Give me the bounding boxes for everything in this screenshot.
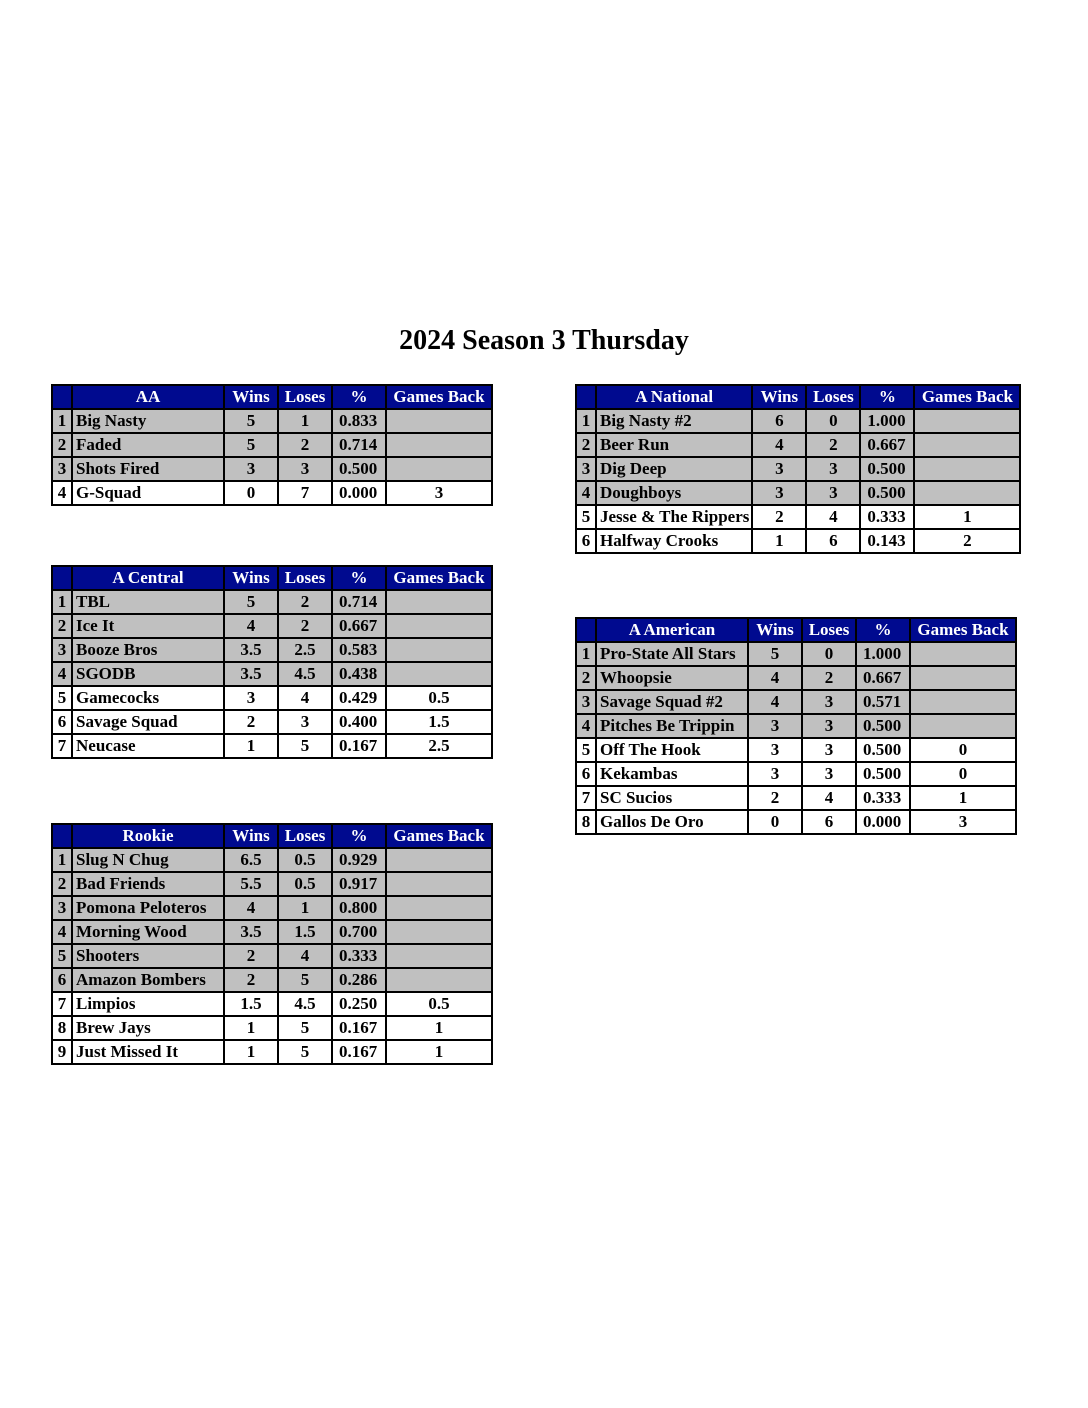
games-back-cell [386,920,492,944]
loses-cell: 5 [278,734,332,758]
wins-cell: 2 [748,786,802,810]
rank-cell: 6 [576,762,596,786]
rank-cell: 1 [52,848,72,872]
games-back-cell: 3 [386,481,492,505]
division-table-aa [51,384,493,506]
pct-cell: 0.571 [856,690,910,714]
table-row [576,529,1020,553]
games-back-cell [386,944,492,968]
division-name: A Central [72,566,224,590]
games-back-cell [386,662,492,686]
games-back-cell [386,433,492,457]
loses-cell: 3 [802,762,856,786]
pct-header: % [332,385,386,409]
header-row [52,385,492,409]
table-row [576,762,1016,786]
pct-cell: 1.000 [856,642,910,666]
page-title: 2024 Season 3 Thursday [399,325,689,356]
wins-cell: 4 [224,614,278,638]
wins-cell: 5 [224,433,278,457]
team-name: Gallos De Oro [596,810,748,834]
wins-cell: 3.5 [224,638,278,662]
table-row [52,920,492,944]
loses-header: Loses [802,618,856,642]
pct-cell: 0.250 [332,992,386,1016]
loses-cell: 6 [806,529,860,553]
pct-cell: 0.143 [860,529,914,553]
table-row [576,481,1020,505]
loses-cell: 3 [802,690,856,714]
rank-cell: 3 [576,457,596,481]
games-back-header: Games Back [386,824,492,848]
pct-cell: 0.500 [856,714,910,738]
table-row [52,457,492,481]
header-corner [576,385,596,409]
loses-cell: 2.5 [278,638,332,662]
loses-cell: 2 [806,433,860,457]
wins-header: Wins [224,385,278,409]
rank-cell: 3 [52,457,72,481]
table-row [52,614,492,638]
table-row [52,710,492,734]
table-row [576,714,1016,738]
team-name: Halfway Crooks [596,529,752,553]
table-row [576,409,1020,433]
pct-cell: 0.667 [860,433,914,457]
games-back-cell: 2.5 [386,734,492,758]
pct-cell: 0.714 [332,590,386,614]
rank-cell: 8 [52,1016,72,1040]
team-name: Whoopsie [596,666,748,690]
loses-cell: 0.5 [278,848,332,872]
wins-cell: 6.5 [224,848,278,872]
team-name: Limpios [72,992,224,1016]
table-row [52,686,492,710]
games-back-cell: 0 [910,738,1016,762]
table-row [52,896,492,920]
rank-cell: 6 [576,529,596,553]
games-back-cell [386,614,492,638]
table-row [52,944,492,968]
games-back-header: Games Back [386,385,492,409]
pct-cell: 0.333 [856,786,910,810]
pct-cell: 0.438 [332,662,386,686]
team-name: TBL [72,590,224,614]
pct-cell: 1.000 [860,409,914,433]
header-row [576,385,1020,409]
team-name: Slug N Chug [72,848,224,872]
rank-cell: 1 [52,409,72,433]
loses-header: Loses [278,385,332,409]
pct-cell: 0.400 [332,710,386,734]
pct-cell: 0.500 [856,738,910,762]
loses-cell: 2 [278,614,332,638]
team-name: G-Squad [72,481,224,505]
wins-cell: 4 [224,896,278,920]
wins-cell: 3 [224,457,278,481]
rank-cell: 6 [52,710,72,734]
pct-header: % [332,824,386,848]
table-row [52,590,492,614]
loses-cell: 0 [802,642,856,666]
games-back-cell [914,481,1020,505]
table-row [52,734,492,758]
wins-cell: 5 [748,642,802,666]
loses-cell: 5 [278,968,332,992]
rank-cell: 8 [576,810,596,834]
loses-cell: 4 [278,944,332,968]
team-name: Jesse & The Rippers [596,505,752,529]
wins-cell: 2 [224,944,278,968]
wins-cell: 3 [748,714,802,738]
team-name: Kekambas [596,762,748,786]
games-back-cell [386,590,492,614]
team-name: SGODB [72,662,224,686]
rank-cell: 7 [576,786,596,810]
header-row [52,566,492,590]
games-back-cell [910,642,1016,666]
games-back-cell [386,872,492,896]
loses-cell: 1.5 [278,920,332,944]
table-row [52,1016,492,1040]
wins-cell: 3.5 [224,920,278,944]
pct-cell: 0.000 [332,481,386,505]
table-row [52,662,492,686]
table-row [576,666,1016,690]
pct-header: % [860,385,914,409]
games-back-cell: 1 [386,1016,492,1040]
games-back-cell [386,896,492,920]
wins-cell: 2 [224,710,278,734]
team-name: Beer Run [596,433,752,457]
pct-cell: 0.667 [332,614,386,638]
wins-header: Wins [224,566,278,590]
rank-cell: 3 [52,638,72,662]
rank-cell: 5 [52,944,72,968]
wins-cell: 2 [752,505,806,529]
pct-cell: 0.500 [332,457,386,481]
loses-cell: 2 [802,666,856,690]
wins-cell: 4 [748,690,802,714]
games-back-cell: 1 [386,1040,492,1064]
loses-cell: 2 [278,433,332,457]
pct-header: % [332,566,386,590]
pct-cell: 0.700 [332,920,386,944]
team-name: Savage Squad [72,710,224,734]
pct-cell: 0.833 [332,409,386,433]
table-row [576,642,1016,666]
loses-cell: 3 [806,481,860,505]
games-back-cell [914,457,1020,481]
games-back-cell [914,433,1020,457]
team-name: Pomona Peloteros [72,896,224,920]
rank-cell: 1 [52,590,72,614]
rank-cell: 3 [52,896,72,920]
wins-cell: 1 [752,529,806,553]
wins-cell: 1 [224,734,278,758]
header-corner [576,618,596,642]
games-back-header: Games Back [914,385,1020,409]
division-name: A American [596,618,748,642]
header-row [576,618,1016,642]
team-name: Neucase [72,734,224,758]
games-back-cell [386,848,492,872]
pct-cell: 0.167 [332,734,386,758]
team-name: SC Sucios [596,786,748,810]
team-name: Off The Hook [596,738,748,762]
wins-header: Wins [224,824,278,848]
rank-cell: 7 [52,734,72,758]
wins-cell: 1 [224,1016,278,1040]
rank-cell: 4 [576,481,596,505]
rank-cell: 6 [52,968,72,992]
table-row [52,481,492,505]
table-row [52,992,492,1016]
games-back-cell [386,638,492,662]
pct-cell: 0.917 [332,872,386,896]
rank-cell: 5 [52,686,72,710]
loses-cell: 3 [278,457,332,481]
rank-cell: 3 [576,690,596,714]
table-row [576,690,1016,714]
table-row [576,810,1016,834]
loses-cell: 4 [278,686,332,710]
wins-cell: 3 [748,762,802,786]
wins-cell: 0 [224,481,278,505]
loses-cell: 4.5 [278,992,332,1016]
table-row [576,457,1020,481]
wins-cell: 3 [752,457,806,481]
table-row [576,505,1020,529]
division-table-a-american [575,617,1017,835]
pct-cell: 0.500 [856,762,910,786]
team-name: Bad Friends [72,872,224,896]
wins-header: Wins [748,618,802,642]
team-name: Pitches Be Trippin [596,714,748,738]
pct-cell: 0.714 [332,433,386,457]
loses-header: Loses [278,566,332,590]
loses-header: Loses [278,824,332,848]
pct-header: % [856,618,910,642]
team-name: Just Missed It [72,1040,224,1064]
games-back-cell: 3 [910,810,1016,834]
pct-cell: 0.583 [332,638,386,662]
table-row [52,409,492,433]
division-name: Rookie [72,824,224,848]
team-name: Gamecocks [72,686,224,710]
pct-cell: 0.167 [332,1040,386,1064]
loses-cell: 4.5 [278,662,332,686]
pct-cell: 0.667 [856,666,910,690]
loses-cell: 1 [278,409,332,433]
games-back-cell [910,690,1016,714]
header-corner [52,566,72,590]
division-table-a-national [575,384,1021,554]
loses-cell: 5 [278,1040,332,1064]
wins-cell: 3 [224,686,278,710]
pct-cell: 0.333 [860,505,914,529]
rank-cell: 2 [52,872,72,896]
table-row [576,738,1016,762]
games-back-cell: 1 [910,786,1016,810]
loses-cell: 3 [802,714,856,738]
loses-cell: 4 [802,786,856,810]
pct-cell: 0.429 [332,686,386,710]
team-name: Shots Fired [72,457,224,481]
games-back-cell: 0.5 [386,686,492,710]
header-row [52,824,492,848]
wins-cell: 3.5 [224,662,278,686]
loses-cell: 1 [278,896,332,920]
loses-cell: 2 [278,590,332,614]
team-name: Faded [72,433,224,457]
loses-cell: 3 [278,710,332,734]
team-name: Brew Jays [72,1016,224,1040]
loses-cell: 3 [802,738,856,762]
rank-cell: 5 [576,738,596,762]
team-name: Pro-State All Stars [596,642,748,666]
header-corner [52,824,72,848]
table-row [576,786,1016,810]
rank-cell: 4 [52,920,72,944]
wins-cell: 1.5 [224,992,278,1016]
wins-cell: 4 [752,433,806,457]
loses-cell: 3 [806,457,860,481]
wins-cell: 5 [224,409,278,433]
wins-cell: 0 [748,810,802,834]
pct-cell: 0.929 [332,848,386,872]
games-back-header: Games Back [910,618,1016,642]
division-name: AA [72,385,224,409]
rank-cell: 4 [52,481,72,505]
rank-cell: 1 [576,642,596,666]
division-table-rookie [51,823,493,1065]
wins-cell: 3 [752,481,806,505]
games-back-cell [910,714,1016,738]
team-name: Amazon Bombers [72,968,224,992]
team-name: Morning Wood [72,920,224,944]
table-row [52,848,492,872]
rank-cell: 4 [52,662,72,686]
games-back-cell [914,409,1020,433]
games-back-cell: 0 [910,762,1016,786]
rank-cell: 1 [576,409,596,433]
division-name: A National [596,385,752,409]
team-name: Doughboys [596,481,752,505]
rank-cell: 2 [576,666,596,690]
division-table-a-central [51,565,493,759]
loses-cell: 4 [806,505,860,529]
loses-cell: 5 [278,1016,332,1040]
table-row [52,968,492,992]
table-row [52,433,492,457]
team-name: Dig Deep [596,457,752,481]
games-back-cell [386,968,492,992]
table-row [52,638,492,662]
games-back-cell [910,666,1016,690]
header-corner [52,385,72,409]
team-name: Savage Squad #2 [596,690,748,714]
loses-cell: 0 [806,409,860,433]
wins-cell: 3 [748,738,802,762]
team-name: Big Nasty #2 [596,409,752,433]
wins-header: Wins [752,385,806,409]
team-name: Shooters [72,944,224,968]
wins-cell: 5 [224,590,278,614]
games-back-cell [386,409,492,433]
pct-cell: 0.000 [856,810,910,834]
loses-header: Loses [806,385,860,409]
pct-cell: 0.800 [332,896,386,920]
rank-cell: 2 [52,614,72,638]
wins-cell: 1 [224,1040,278,1064]
games-back-cell [386,457,492,481]
loses-cell: 0.5 [278,872,332,896]
pct-cell: 0.333 [332,944,386,968]
games-back-header: Games Back [386,566,492,590]
rank-cell: 2 [576,433,596,457]
rank-cell: 5 [576,505,596,529]
team-name: Big Nasty [72,409,224,433]
wins-cell: 4 [748,666,802,690]
rank-cell: 9 [52,1040,72,1064]
rank-cell: 4 [576,714,596,738]
rank-cell: 7 [52,992,72,1016]
table-row [52,872,492,896]
wins-cell: 6 [752,409,806,433]
team-name: Booze Bros [72,638,224,662]
table-row [52,1040,492,1064]
games-back-cell: 1 [914,505,1020,529]
table-row [576,433,1020,457]
rank-cell: 2 [52,433,72,457]
loses-cell: 7 [278,481,332,505]
pct-cell: 0.286 [332,968,386,992]
team-name: Ice It [72,614,224,638]
wins-cell: 5.5 [224,872,278,896]
games-back-cell: 0.5 [386,992,492,1016]
pct-cell: 0.500 [860,481,914,505]
wins-cell: 2 [224,968,278,992]
pct-cell: 0.500 [860,457,914,481]
games-back-cell: 1.5 [386,710,492,734]
pct-cell: 0.167 [332,1016,386,1040]
loses-cell: 6 [802,810,856,834]
games-back-cell: 2 [914,529,1020,553]
